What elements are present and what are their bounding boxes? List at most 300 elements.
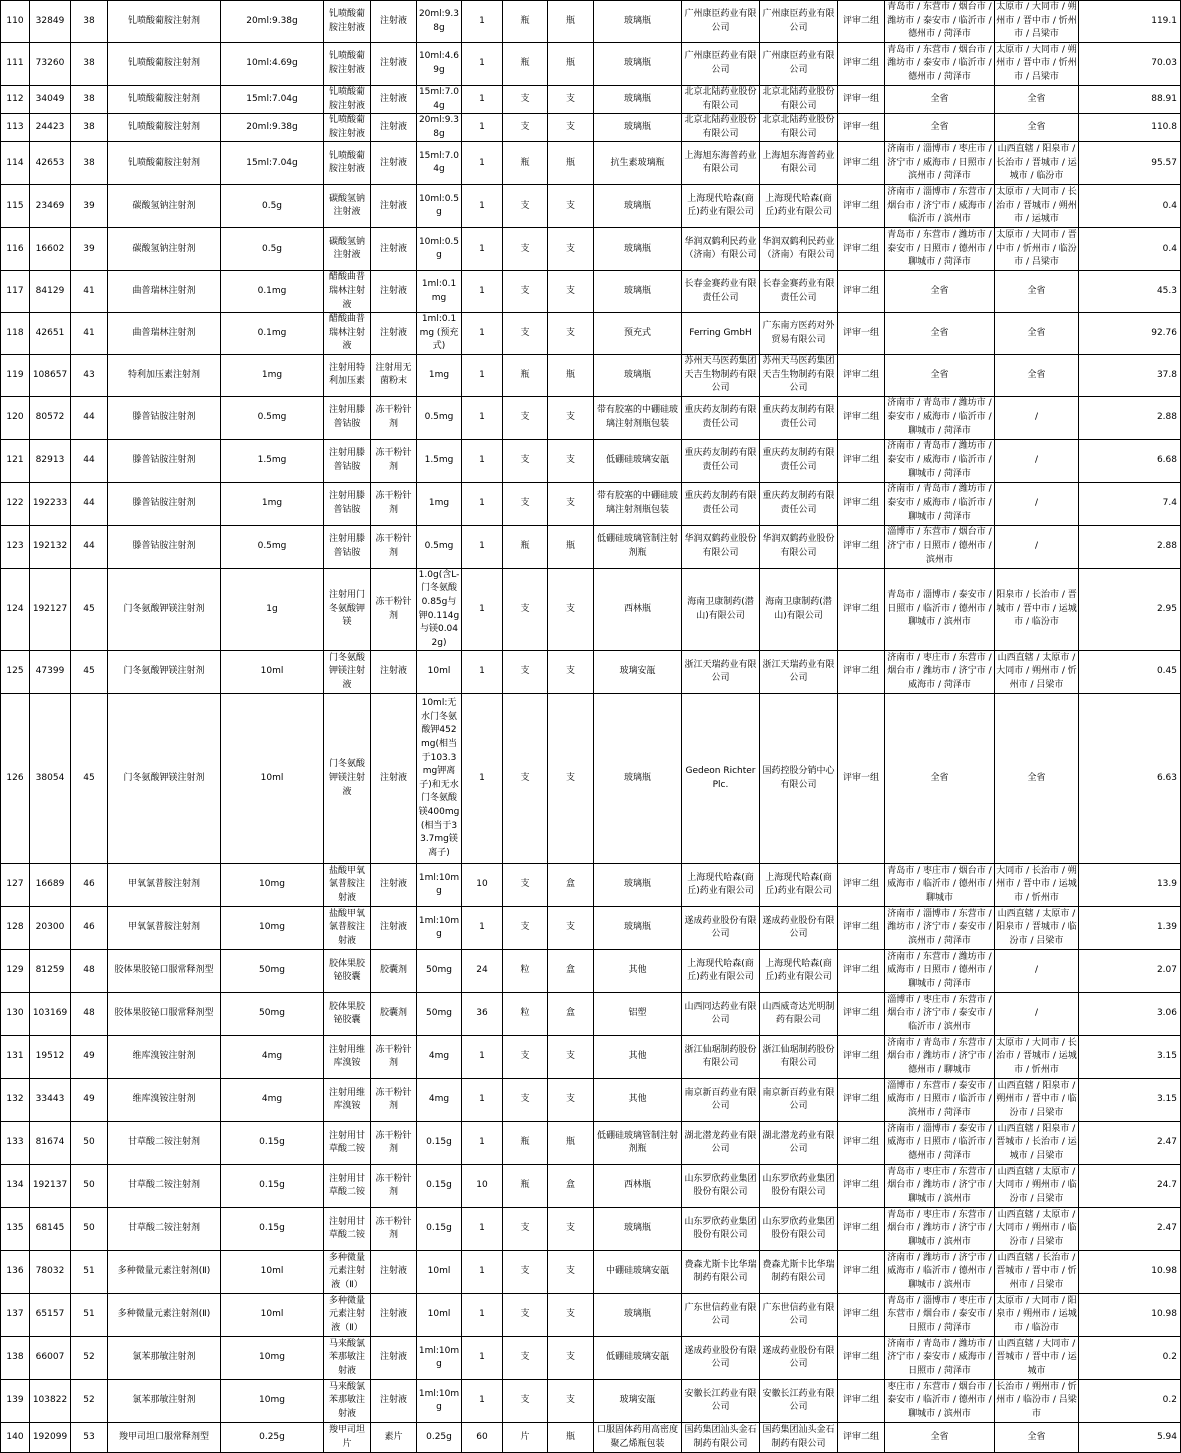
drug-code-cell: 84129 xyxy=(30,271,71,313)
package-unit-cell: 盒 xyxy=(548,993,594,1036)
actual-spec-cell: 0.15g xyxy=(417,1208,462,1251)
dosage-form-cell: 注射液 xyxy=(371,1294,417,1337)
dosage-form-cell: 冻干粉针剂 xyxy=(371,482,417,525)
price-cell: 2.88 xyxy=(1079,525,1181,568)
group-number-cell: 51 xyxy=(71,1294,108,1337)
manufacturer-cell: 湖北潜龙药业有限公司 xyxy=(682,1122,760,1165)
actual-spec-cell: 1ml:10mg xyxy=(417,1380,462,1423)
min-unit-cell: 支 xyxy=(503,1380,548,1423)
generic-name-cell: 甘草酸二铵注射剂 xyxy=(108,1165,221,1208)
product-name-cell: 多种微量元素注射液（Ⅱ） xyxy=(324,1294,371,1337)
actual-spec-cell: 10ml xyxy=(417,1294,462,1337)
drug-code-cell: 81674 xyxy=(30,1122,71,1165)
dosage-form-cell: 冻干粉针剂 xyxy=(371,525,417,568)
row-number-cell: 131 xyxy=(1,1036,30,1079)
package-unit-cell: 瓶 xyxy=(548,1122,594,1165)
table-row xyxy=(1,1208,1181,1251)
generic-name-cell: 氯苯那敏注射剂 xyxy=(108,1337,221,1380)
applicant-cell: 国药集团汕头金石制药有限公司 xyxy=(760,1423,838,1453)
row-number-cell: 113 xyxy=(1,114,30,142)
dosage-form-cell: 冻干粉针剂 xyxy=(371,1122,417,1165)
table-row xyxy=(1,142,1181,185)
table-row xyxy=(1,1294,1181,1337)
drug-code-cell: 108657 xyxy=(30,354,71,396)
product-name-cell: 多种微量元素注射液（Ⅱ） xyxy=(324,1251,371,1294)
conversion-factor-cell: 1 xyxy=(462,1208,503,1251)
specification-cell: 10mg xyxy=(221,907,324,950)
group-number-cell: 49 xyxy=(71,1079,108,1122)
actual-spec-cell: 10ml:无水门冬氨酸钾452mg(相当于103.3mg钾离子)和无水门冬氨酸镁400mg(相当于33.7mg镁离子) xyxy=(417,694,462,864)
min-unit-cell: 支 xyxy=(503,1251,548,1294)
review-group-cell: 评审二组 xyxy=(838,482,885,525)
shandong-region-cell: 济南市 / 青岛市 / 潍坊市 / 泰安市 / 威海市 / 临沂市 / 聊城市 / 菏泽市 xyxy=(885,439,995,482)
applicant-cell: 浙江天瑞药业有限公司 xyxy=(760,651,838,694)
shanxi-region-cell: 山西直辖 / 阳泉市 / 长治市 / 晋城市 / 运城市 / 临汾市 xyxy=(995,142,1079,185)
price-cell: 45.3 xyxy=(1079,271,1181,313)
product-name-cell: 注射用滕普钴胺 xyxy=(324,525,371,568)
dosage-form-cell: 注射液 xyxy=(371,142,417,185)
manufacturer-cell: 重庆药友制药有限责任公司 xyxy=(682,439,760,482)
packaging-material-cell: 玻璃瓶 xyxy=(594,907,682,950)
shandong-region-cell: 济南市 / 淄博市 / 泰安市 / 威海市 / 日照市 / 临沂市 / 德州市 / 菏泽市 xyxy=(885,1122,995,1165)
specification-cell: 15ml:7.04g xyxy=(221,142,324,185)
review-group-cell: 评审二组 xyxy=(838,1294,885,1337)
actual-spec-cell: 15ml:7.04g xyxy=(417,142,462,185)
price-cell: 0.2 xyxy=(1079,1380,1181,1423)
generic-name-cell: 多种微量元素注射剂(Ⅱ) xyxy=(108,1294,221,1337)
price-cell: 3.15 xyxy=(1079,1036,1181,1079)
shanxi-region-cell: 太原市 / 大同市 / 朔州市 / 晋中市 / 忻州市 / 吕梁市 xyxy=(995,43,1079,86)
min-unit-cell: 支 xyxy=(503,1337,548,1380)
shandong-region-cell: 青岛市 / 淄博市 / 枣庄市 / 东营市 / 烟台市 / 泰安市 / 日照市 / 菏泽市 xyxy=(885,1294,995,1337)
drug-code-cell: 19512 xyxy=(30,1036,71,1079)
shanxi-region-cell: 太原市 / 大同市 / 长治市 / 晋城市 / 朔州市 / 运城市 xyxy=(995,185,1079,228)
row-number-cell: 138 xyxy=(1,1337,30,1380)
review-group-cell: 评审二组 xyxy=(838,1079,885,1122)
package-unit-cell: 支 xyxy=(548,694,594,864)
package-unit-cell: 瓶 xyxy=(548,142,594,185)
generic-name-cell: 钆喷酸葡胺注射剂 xyxy=(108,114,221,142)
table-row xyxy=(1,43,1181,86)
packaging-material-cell: 其他 xyxy=(594,950,682,993)
package-unit-cell: 支 xyxy=(548,185,594,228)
dosage-form-cell: 注射液 xyxy=(371,1337,417,1380)
shandong-region-cell: 淄博市 / 枣庄市 / 东营市 / 烟台市 / 济宁市 / 泰安市 / 临沂市 / 滨州市 xyxy=(885,993,995,1036)
drug-code-cell: 73260 xyxy=(30,43,71,86)
manufacturer-cell: 上海旭东海普药业有限公司 xyxy=(682,142,760,185)
group-number-cell: 45 xyxy=(71,568,108,651)
review-group-cell: 评审二组 xyxy=(838,228,885,271)
min-unit-cell: 支 xyxy=(503,313,548,355)
price-cell: 92.76 xyxy=(1079,313,1181,355)
shandong-region-cell: 全省 xyxy=(885,114,995,142)
min-unit-cell: 支 xyxy=(503,907,548,950)
table-row xyxy=(1,439,1181,482)
drug-code-cell: 65157 xyxy=(30,1294,71,1337)
drug-code-cell: 33443 xyxy=(30,1079,71,1122)
manufacturer-cell: 北京北陆药业股份有限公司 xyxy=(682,114,760,142)
generic-name-cell: 甲氧氯普胺注射剂 xyxy=(108,907,221,950)
group-number-cell: 41 xyxy=(71,271,108,313)
specification-cell: 10ml xyxy=(221,1251,324,1294)
group-number-cell: 48 xyxy=(71,950,108,993)
group-number-cell: 50 xyxy=(71,1165,108,1208)
dosage-form-cell: 注射液 xyxy=(371,185,417,228)
shandong-region-cell: 全省 xyxy=(885,313,995,355)
product-name-cell: 马来酸氯苯那敏注射液 xyxy=(324,1337,371,1380)
price-cell: 0.45 xyxy=(1079,651,1181,694)
specification-cell: 50mg xyxy=(221,950,324,993)
table-row xyxy=(1,1423,1181,1453)
package-unit-cell: 支 xyxy=(548,1251,594,1294)
specification-cell: 0.1mg xyxy=(221,271,324,313)
row-number-cell: 117 xyxy=(1,271,30,313)
actual-spec-cell: 1.5mg xyxy=(417,439,462,482)
product-name-cell: 门冬氨酸钾镁注射液 xyxy=(324,694,371,864)
group-number-cell: 50 xyxy=(71,1208,108,1251)
conversion-factor-cell: 1 xyxy=(462,228,503,271)
review-group-cell: 评审二组 xyxy=(838,43,885,86)
price-cell: 6.68 xyxy=(1079,439,1181,482)
shanxi-region-cell: 山西直辖 / 大同市 / 晋城市 / 晋中市 / 运城市 xyxy=(995,1337,1079,1380)
manufacturer-cell: 广州康臣药业有限公司 xyxy=(682,1,760,43)
price-cell: 2.47 xyxy=(1079,1122,1181,1165)
shandong-region-cell: 淄博市 / 东营市 / 烟台市 / 济宁市 / 日照市 / 德州市 / 滨州市 xyxy=(885,525,995,568)
applicant-cell: 广州康臣药业有限公司 xyxy=(760,43,838,86)
group-number-cell: 50 xyxy=(71,1122,108,1165)
conversion-factor-cell: 1 xyxy=(462,439,503,482)
actual-spec-cell: 10ml:0.5g xyxy=(417,185,462,228)
conversion-factor-cell: 1 xyxy=(462,482,503,525)
package-unit-cell: 支 xyxy=(548,651,594,694)
row-number-cell: 114 xyxy=(1,142,30,185)
row-number-cell: 137 xyxy=(1,1294,30,1337)
price-cell: 2.95 xyxy=(1079,568,1181,651)
dosage-form-cell: 注射液 xyxy=(371,864,417,907)
product-name-cell: 注射用滕普钴胺 xyxy=(324,396,371,439)
min-unit-cell: 支 xyxy=(503,694,548,864)
applicant-cell: 山东罗欣药业集团股份有限公司 xyxy=(760,1165,838,1208)
generic-name-cell: 羧甲司坦口服常释剂型 xyxy=(108,1423,221,1453)
generic-name-cell: 维库溴铵注射剂 xyxy=(108,1036,221,1079)
product-name-cell: 门冬氨酸钾镁注射液 xyxy=(324,651,371,694)
drug-code-cell: 20300 xyxy=(30,907,71,950)
review-group-cell: 评审二组 xyxy=(838,864,885,907)
shandong-region-cell: 青岛市 / 枣庄市 / 烟台市 / 威海市 / 临沂市 / 德州市 / 聊城市 xyxy=(885,864,995,907)
generic-name-cell: 门冬氨酸钾镁注射剂 xyxy=(108,568,221,651)
dosage-form-cell: 冻干粉针剂 xyxy=(371,1165,417,1208)
conversion-factor-cell: 1 xyxy=(462,1036,503,1079)
group-number-cell: 38 xyxy=(71,114,108,142)
actual-spec-cell: 0.15g xyxy=(417,1122,462,1165)
row-number-cell: 140 xyxy=(1,1423,30,1453)
packaging-material-cell: 玻璃瓶 xyxy=(594,1208,682,1251)
min-unit-cell: 支 xyxy=(503,1079,548,1122)
generic-name-cell: 甲氧氯普胺注射剂 xyxy=(108,864,221,907)
review-group-cell: 评审二组 xyxy=(838,950,885,993)
actual-spec-cell: 1ml:10mg xyxy=(417,1337,462,1380)
dosage-form-cell: 注射液 xyxy=(371,43,417,86)
manufacturer-cell: 苏州天马医药集团天吉生物制药有限公司 xyxy=(682,354,760,396)
conversion-factor-cell: 1 xyxy=(462,185,503,228)
row-number-cell: 130 xyxy=(1,993,30,1036)
min-unit-cell: 瓶 xyxy=(503,525,548,568)
group-number-cell: 52 xyxy=(71,1337,108,1380)
manufacturer-cell: 长春金赛药业有限责任公司 xyxy=(682,271,760,313)
drug-code-cell: 42651 xyxy=(30,313,71,355)
shanxi-region-cell: 太原市 / 大同市 / 长治市 / 晋城市 / 运城市 / 忻州市 xyxy=(995,1036,1079,1079)
generic-name-cell: 门冬氨酸钾镁注射剂 xyxy=(108,694,221,864)
table-row xyxy=(1,1251,1181,1294)
actual-spec-cell: 1ml:10mg xyxy=(417,864,462,907)
review-group-cell: 评审二组 xyxy=(838,651,885,694)
applicant-cell: 华润双鹤利民药业（济南）有限公司 xyxy=(760,228,838,271)
dosage-form-cell: 注射液 xyxy=(371,907,417,950)
conversion-factor-cell: 1 xyxy=(462,1079,503,1122)
group-number-cell: 52 xyxy=(71,1380,108,1423)
group-number-cell: 39 xyxy=(71,228,108,271)
review-group-cell: 评审二组 xyxy=(838,1208,885,1251)
dosage-form-cell: 注射液 xyxy=(371,1251,417,1294)
price-cell: 70.03 xyxy=(1079,43,1181,86)
manufacturer-cell: 山西同达药业有限公司 xyxy=(682,993,760,1036)
row-number-cell: 116 xyxy=(1,228,30,271)
shandong-region-cell: 全省 xyxy=(885,271,995,313)
packaging-material-cell: 玻璃安瓿 xyxy=(594,651,682,694)
drug-code-cell: 47399 xyxy=(30,651,71,694)
applicant-cell: 山东罗欣药业集团股份有限公司 xyxy=(760,1208,838,1251)
shanxi-region-cell: / xyxy=(995,525,1079,568)
actual-spec-cell: 1mg xyxy=(417,482,462,525)
shanxi-region-cell: 山西直辖 / 太原市 / 阳泉市 / 晋城市 / 临汾市 / 吕梁市 xyxy=(995,907,1079,950)
min-unit-cell: 支 xyxy=(503,1208,548,1251)
shanxi-region-cell: 山西直辖 / 长治市 / 晋城市 / 晋中市 / 忻州市 / 吕梁市 xyxy=(995,1251,1079,1294)
shandong-region-cell: 全省 xyxy=(885,694,995,864)
review-group-cell: 评审二组 xyxy=(838,1122,885,1165)
group-number-cell: 43 xyxy=(71,354,108,396)
min-unit-cell: 支 xyxy=(503,114,548,142)
dosage-form-cell: 胶囊剂 xyxy=(371,993,417,1036)
product-name-cell: 马来酸氯苯那敏注射液 xyxy=(324,1380,371,1423)
specification-cell: 1mg xyxy=(221,482,324,525)
table-row xyxy=(1,1380,1181,1423)
conversion-factor-cell: 1 xyxy=(462,1294,503,1337)
generic-name-cell: 氯苯那敏注射剂 xyxy=(108,1380,221,1423)
group-number-cell: 38 xyxy=(71,142,108,185)
drug-code-cell: 34049 xyxy=(30,86,71,114)
product-name-cell: 钆喷酸葡胺注射液 xyxy=(324,142,371,185)
specification-cell: 1.5mg xyxy=(221,439,324,482)
review-group-cell: 评审一组 xyxy=(838,694,885,864)
dosage-form-cell: 注射液 xyxy=(371,313,417,355)
row-number-cell: 120 xyxy=(1,396,30,439)
applicant-cell: 华润双鹤药业股份有限公司 xyxy=(760,525,838,568)
conversion-factor-cell: 24 xyxy=(462,950,503,993)
min-unit-cell: 支 xyxy=(503,185,548,228)
product-name-cell: 钆喷酸葡胺注射液 xyxy=(324,114,371,142)
manufacturer-cell: 遂成药业股份有限公司 xyxy=(682,1337,760,1380)
conversion-factor-cell: 1 xyxy=(462,1337,503,1380)
price-cell: 1.39 xyxy=(1079,907,1181,950)
review-group-cell: 评审二组 xyxy=(838,993,885,1036)
table-row xyxy=(1,185,1181,228)
group-number-cell: 46 xyxy=(71,864,108,907)
shanxi-region-cell: 全省 xyxy=(995,313,1079,355)
applicant-cell: 广东世信药业有限公司 xyxy=(760,1294,838,1337)
dosage-form-cell: 注射液 xyxy=(371,1380,417,1423)
actual-spec-cell: 1.0g(含L-门冬氨酸0.85g与钾0.114g与镁0.042g) xyxy=(417,568,462,651)
conversion-factor-cell: 1 xyxy=(462,1251,503,1294)
manufacturer-cell: 遂成药业股份有限公司 xyxy=(682,907,760,950)
manufacturer-cell: 南京新百药业有限公司 xyxy=(682,1079,760,1122)
table-row xyxy=(1,694,1181,864)
packaging-material-cell: 玻璃瓶 xyxy=(594,86,682,114)
product-name-cell: 钆喷酸葡胺注射液 xyxy=(324,43,371,86)
shanxi-region-cell: / xyxy=(995,439,1079,482)
product-name-cell: 胶体果胶铋胶囊 xyxy=(324,993,371,1036)
product-name-cell: 注射用维库溴铵 xyxy=(324,1036,371,1079)
row-number-cell: 125 xyxy=(1,651,30,694)
generic-name-cell: 维库溴铵注射剂 xyxy=(108,1079,221,1122)
applicant-cell: 北京北陆药业股份有限公司 xyxy=(760,114,838,142)
conversion-factor-cell: 1 xyxy=(462,86,503,114)
shandong-region-cell: 全省 xyxy=(885,1423,995,1453)
packaging-material-cell: 玻璃瓶 xyxy=(594,185,682,228)
row-number-cell: 127 xyxy=(1,864,30,907)
specification-cell: 10ml xyxy=(221,694,324,864)
shandong-region-cell: 济南市 / 淄博市 / 枣庄市 / 济宁市 / 威海市 / 日照市 / 滨州市 / 菏泽市 xyxy=(885,142,995,185)
shanxi-region-cell: 阳泉市 / 长治市 / 晋城市 / 晋中市 / 运城市 / 临汾市 xyxy=(995,568,1079,651)
conversion-factor-cell: 1 xyxy=(462,396,503,439)
dosage-form-cell: 注射液 xyxy=(371,1,417,43)
review-group-cell: 评审二组 xyxy=(838,1251,885,1294)
shandong-region-cell: 济南市 / 淄博市 / 东营市 / 潍坊市 / 济宁市 / 泰安市 / 滨州市 / 菏泽市 xyxy=(885,907,995,950)
dosage-form-cell: 胶囊剂 xyxy=(371,950,417,993)
applicant-cell: 长春金赛药业有限责任公司 xyxy=(760,271,838,313)
applicant-cell: 费森尤斯卡比华瑞制药有限公司 xyxy=(760,1251,838,1294)
dosage-form-cell: 素片 xyxy=(371,1423,417,1453)
manufacturer-cell: 费森尤斯卡比华瑞制药有限公司 xyxy=(682,1251,760,1294)
min-unit-cell: 粒 xyxy=(503,993,548,1036)
specification-cell: 15ml:7.04g xyxy=(221,86,324,114)
conversion-factor-cell: 1 xyxy=(462,568,503,651)
manufacturer-cell: 北京北陆药业股份有限公司 xyxy=(682,86,760,114)
package-unit-cell: 瓶 xyxy=(548,354,594,396)
product-name-cell: 羧甲司坦片 xyxy=(324,1423,371,1453)
conversion-factor-cell: 36 xyxy=(462,993,503,1036)
package-unit-cell: 支 xyxy=(548,271,594,313)
group-number-cell: 44 xyxy=(71,525,108,568)
row-number-cell: 118 xyxy=(1,313,30,355)
shanxi-region-cell: 山西直辖 / 阳泉市 / 晋城市 / 长治市 / 运城市 / 吕梁市 xyxy=(995,1122,1079,1165)
price-cell: 0.4 xyxy=(1079,228,1181,271)
shandong-region-cell: 济南市 / 青岛市 / 东营市 / 烟台市 / 潍坊市 / 济宁市 / 德州市 / 聊城市 xyxy=(885,1036,995,1079)
manufacturer-cell: 华润双鹤药业股份有限公司 xyxy=(682,525,760,568)
table-row xyxy=(1,228,1181,271)
drug-code-cell: 192233 xyxy=(30,482,71,525)
actual-spec-cell: 15ml:7.04g xyxy=(417,86,462,114)
shanxi-region-cell: 太原市 / 大同市 / 朔州市 / 晋中市 / 忻州市 / 吕梁市 xyxy=(995,1,1079,43)
table-row xyxy=(1,1036,1181,1079)
product-name-cell: 注射用维库溴铵 xyxy=(324,1079,371,1122)
package-unit-cell: 盒 xyxy=(548,1165,594,1208)
manufacturer-cell: Gedeon Richter Plc. xyxy=(682,694,760,864)
packaging-material-cell: 玻璃瓶 xyxy=(594,114,682,142)
min-unit-cell: 支 xyxy=(503,482,548,525)
manufacturer-cell: 广东世信药业有限公司 xyxy=(682,1294,760,1337)
manufacturer-cell: 上海现代哈森(商丘)药业有限公司 xyxy=(682,950,760,993)
dosage-form-cell: 注射液 xyxy=(371,86,417,114)
price-cell: 7.4 xyxy=(1079,482,1181,525)
generic-name-cell: 多种微量元素注射剂(Ⅱ) xyxy=(108,1251,221,1294)
conversion-factor-cell: 60 xyxy=(462,1423,503,1453)
min-unit-cell: 支 xyxy=(503,1036,548,1079)
packaging-material-cell: 玻璃瓶 xyxy=(594,1,682,43)
package-unit-cell: 支 xyxy=(548,568,594,651)
packaging-material-cell: 玻璃瓶 xyxy=(594,228,682,271)
row-number-cell: 122 xyxy=(1,482,30,525)
generic-name-cell: 胶体果胶铋口服常释剂型 xyxy=(108,993,221,1036)
shandong-region-cell: 青岛市 / 枣庄市 / 东营市 / 烟台市 / 潍坊市 / 济宁市 / 聊城市 / 滨州市 xyxy=(885,1208,995,1251)
shandong-region-cell: 青岛市 / 东营市 / 潍坊市 / 泰安市 / 日照市 / 德州市 / 聊城市 / 菏泽市 xyxy=(885,228,995,271)
price-cell: 2.88 xyxy=(1079,396,1181,439)
generic-name-cell: 曲普瑞林注射剂 xyxy=(108,313,221,355)
review-group-cell: 评审二组 xyxy=(838,142,885,185)
shanxi-region-cell: / xyxy=(995,950,1079,993)
row-number-cell: 115 xyxy=(1,185,30,228)
product-name-cell: 胶体果胶铋胶囊 xyxy=(324,950,371,993)
packaging-material-cell: 中硼硅玻璃安瓿 xyxy=(594,1251,682,1294)
table-row xyxy=(1,482,1181,525)
applicant-cell: 重庆药友制药有限责任公司 xyxy=(760,396,838,439)
package-unit-cell: 支 xyxy=(548,1036,594,1079)
manufacturer-cell: 华润双鹤利民药业（济南）有限公司 xyxy=(682,228,760,271)
packaging-material-cell: 其他 xyxy=(594,1036,682,1079)
min-unit-cell: 支 xyxy=(503,1294,548,1337)
drug-code-cell: 81259 xyxy=(30,950,71,993)
actual-spec-cell: 1ml:0.1mg (预充式) xyxy=(417,313,462,355)
min-unit-cell: 瓶 xyxy=(503,1122,548,1165)
conversion-factor-cell: 1 xyxy=(462,1122,503,1165)
shanxi-region-cell: 太原市 / 大同市 / 阳泉市 / 朔州市 / 运城市 / 临汾市 xyxy=(995,1294,1079,1337)
review-group-cell: 评审二组 xyxy=(838,525,885,568)
shandong-region-cell: 济南市 / 青岛市 / 潍坊市 / 济宁市 / 泰安市 / 威海市 / 日照市 / 菏泽市 xyxy=(885,1337,995,1380)
drug-code-cell: 192132 xyxy=(30,525,71,568)
row-number-cell: 133 xyxy=(1,1122,30,1165)
dosage-form-cell: 注射用无菌粉末 xyxy=(371,354,417,396)
package-unit-cell: 支 xyxy=(548,1208,594,1251)
group-number-cell: 44 xyxy=(71,396,108,439)
product-name-cell: 注射用甘草酸二铵 xyxy=(324,1208,371,1251)
package-unit-cell: 支 xyxy=(548,1294,594,1337)
row-number-cell: 134 xyxy=(1,1165,30,1208)
shandong-region-cell: 济南市 / 青岛市 / 潍坊市 / 泰安市 / 威海市 / 临沂市 / 聊城市 / 菏泽市 xyxy=(885,396,995,439)
generic-name-cell: 滕普钴胺注射剂 xyxy=(108,482,221,525)
table-row xyxy=(1,525,1181,568)
product-name-cell: 盐酸甲氧氯普胺注射液 xyxy=(324,864,371,907)
row-number-cell: 111 xyxy=(1,43,30,86)
conversion-factor-cell: 10 xyxy=(462,1165,503,1208)
row-number-cell: 126 xyxy=(1,694,30,864)
package-unit-cell: 支 xyxy=(548,482,594,525)
group-number-cell: 45 xyxy=(71,651,108,694)
shandong-region-cell: 全省 xyxy=(885,354,995,396)
specification-cell: 10mg xyxy=(221,864,324,907)
packaging-material-cell: 铝塑 xyxy=(594,993,682,1036)
group-number-cell: 39 xyxy=(71,185,108,228)
specification-cell: 0.1mg xyxy=(221,313,324,355)
product-name-cell: 钆喷酸葡胺注射液 xyxy=(324,1,371,43)
